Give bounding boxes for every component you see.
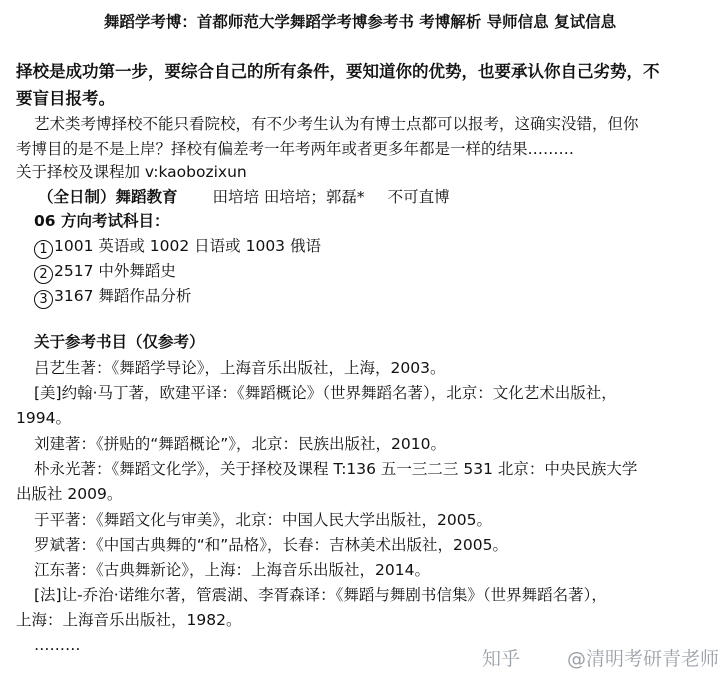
program-row bbox=[38, 187, 450, 207]
program-name: （全日制）舞蹈教育 bbox=[38, 188, 178, 206]
intro-paragraph-line-1: 艺术类考博择校不能只看院校，有不少考生认为有博士点都可以报考，这确实没错，但你 bbox=[34, 115, 639, 133]
book-line: 刘建著：《拼贴的“舞蹈概论”》，北京：民族出版社，2010。 bbox=[34, 435, 447, 453]
circled-number: 2 bbox=[34, 265, 53, 284]
page-title: 舞蹈学考博：首都师范大学舞蹈学考博参考书 考博解析 导师信息 复试信息 bbox=[103, 13, 617, 31]
program-note: 不可直博 bbox=[387, 188, 450, 206]
program-advisors: 田培培 田培培；郭磊* bbox=[212, 188, 365, 206]
circled-number: 1 bbox=[34, 240, 53, 259]
watermark-site: 知乎 bbox=[482, 648, 521, 670]
subject-item bbox=[34, 286, 191, 309]
book-line: 吕艺生著：《舞蹈学导论》，上海音乐出版社，上海，2003。 bbox=[34, 359, 446, 377]
subjects-heading: 06 方向考试科目： bbox=[34, 212, 170, 230]
subject-text: 3167 舞蹈作品分析 bbox=[54, 287, 192, 305]
subject-text: 2517 中外舞蹈史 bbox=[54, 262, 176, 280]
book-line: 朴永光著：《舞蹈文化学》，关于择校及课程 T:136 五一三二三 531 北京：中央民族大学 bbox=[34, 460, 638, 478]
intro-headline-line-2: 要盲目报考。 bbox=[16, 89, 115, 108]
intro-headline-line-1: 择校是成功第一步，要综合自己的所有条件，要知道你的优势，也要承认你自己劣势，不 bbox=[16, 62, 660, 81]
subject-item bbox=[34, 261, 176, 284]
subject-item bbox=[34, 236, 321, 259]
books-heading: 关于参考书目（仅参考） bbox=[34, 333, 205, 351]
watermark-author: @清明考研青老师 bbox=[567, 648, 720, 670]
subject-text: 1001 英语或 1002 日语或 1003 俄语 bbox=[54, 237, 321, 255]
book-line: 出版社 2009。 bbox=[16, 485, 123, 503]
book-line: [美]约翰·马丁著，欧建平译：《舞蹈概论》（世界舞蹈名著），北京：文化艺术出版社， bbox=[34, 384, 617, 402]
intro-paragraph-line-3: 关于择校及课程加 v:kaobozixun bbox=[16, 163, 247, 181]
circled-number: 3 bbox=[34, 290, 53, 309]
book-line: [法]让-乔治·诺维尔著，管震湖、李胥森译：《舞蹈与舞剧书信集》（世界舞蹈名著）， bbox=[34, 586, 607, 604]
book-line: 于平著：《舞蹈文化与审美》，北京：中国人民大学出版社，2005。 bbox=[34, 511, 492, 529]
book-line: ……… bbox=[34, 636, 81, 654]
book-line: 1994。 bbox=[16, 409, 71, 427]
book-line: 江东著：《古典舞新论》，上海：上海音乐出版社，2014。 bbox=[34, 561, 430, 579]
book-line: 上海：上海音乐出版社，1982。 bbox=[16, 611, 242, 629]
intro-paragraph-line-2: 考博目的是不是上岸？择校有偏差考一年考两年或者更多年都是一样的结果……… bbox=[16, 140, 575, 158]
book-line: 罗斌著：《中国古典舞的“和”品格》，长春：吉林美术出版社，2005。 bbox=[34, 536, 509, 554]
